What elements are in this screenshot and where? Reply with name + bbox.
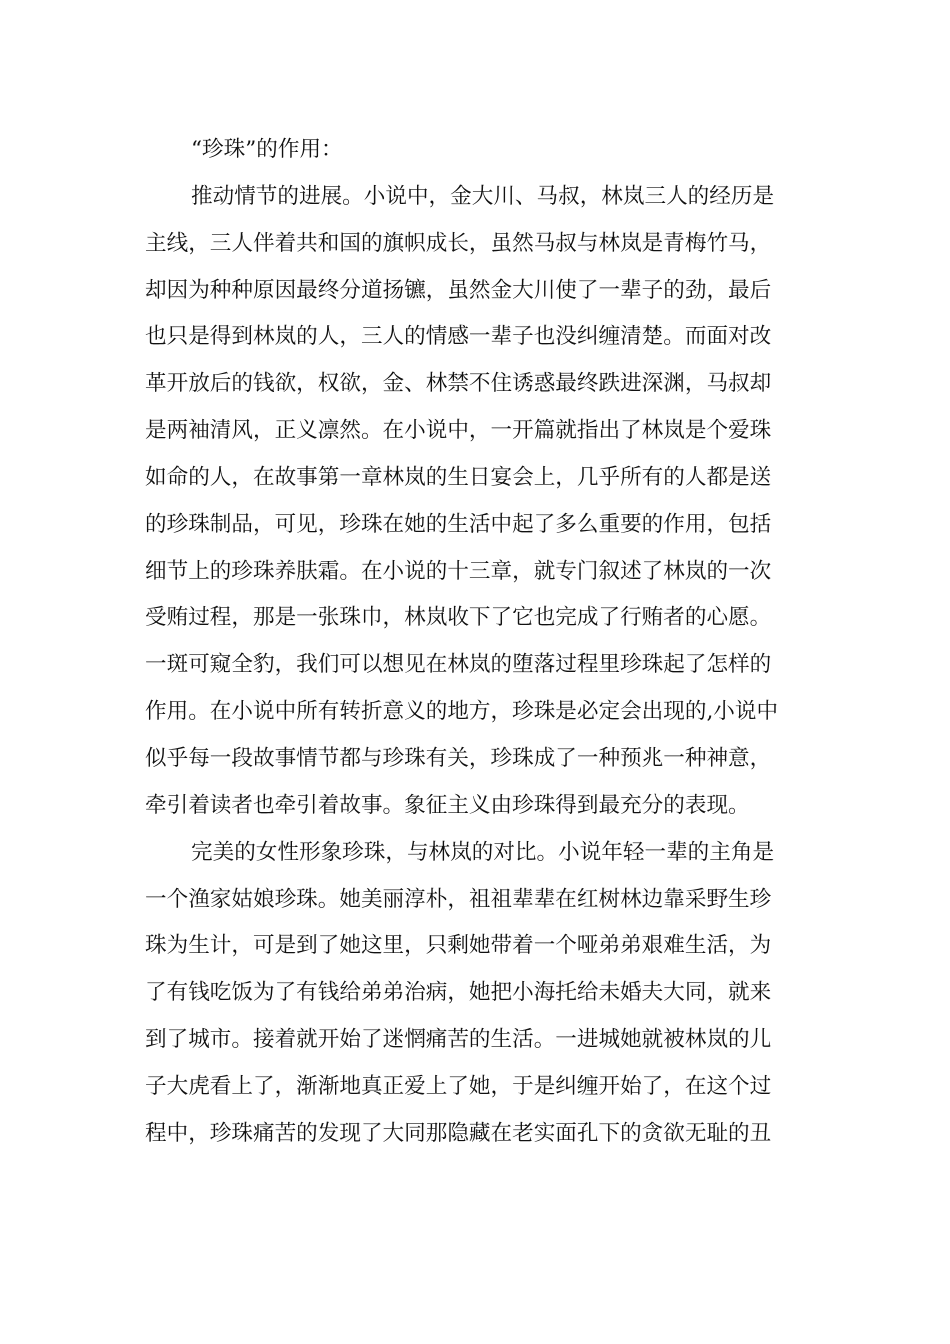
text-line: 却因为种种原因最终分道扬镳，虽然金大川使了一辈子的劲，最后	[145, 277, 772, 303]
text-line: 革开放后的钱欲，权欲，金、林禁不住诱惑最终跌进深渊，马叔却	[145, 371, 772, 397]
text-line: 细节上的珍珠养肤霜。在小说的十三章，就专门叙述了林岚的一次	[145, 558, 772, 584]
section-heading: “珍珠”的作用：	[191, 137, 343, 162]
text-line: 珠为生计，可是到了她这里，只剩她带着一个哑弟弟艰难生活，为	[145, 933, 772, 959]
document-body	[145, 127, 815, 1158]
text-line: 是两袖清风，正义凛然。在小说中，一开篇就指出了林岚是个爱珠	[145, 418, 772, 444]
text-line: 一个渔家姑娘珍珠。她美丽淳朴，祖祖辈辈在红树林边靠采野生珍	[145, 886, 772, 912]
paragraph-2	[145, 830, 815, 1158]
text-line: 推动情节的进展。小说中，金大川、马叔，林岚三人的经历是	[191, 183, 775, 209]
text-line: 也只是得到林岚的人，三人的情感一辈子也没纠缠清楚。而面对改	[145, 324, 772, 350]
text-line: 了有钱吃饭为了有钱给弟弟治病，她把小海托给未婚夫大同，就来	[145, 980, 772, 1006]
text-line: 如命的人，在故事第一章林岚的生日宴会上，几乎所有的人都是送	[145, 464, 772, 490]
text-line: 受贿过程，那是一张珠巾，林岚收下了它也完成了行贿者的心愿。	[145, 605, 772, 631]
text-line: 主线，三人伴着共和国的旗帜成长，虽然马叔与林岚是青梅竹马，	[145, 230, 772, 256]
text-line: 的珍珠制品，可见，珍珠在她的生活中起了多么重要的作用，包括	[145, 511, 772, 537]
text-line: 完美的女性形象珍珠，与林岚的对比。小说年轻一辈的主角是	[191, 839, 775, 865]
text-line: 程中，珍珠痛苦的发现了大同那隐藏在老实面孔下的贪欲无耻的丑	[145, 1120, 772, 1146]
text-line: 牵引着读者也牵引着故事。象征主义由珍珠得到最充分的表现。	[145, 792, 750, 818]
text-line: 到了城市。接着就开始了迷惘痛苦的生活。一进城她就被林岚的儿	[145, 1027, 772, 1053]
text-line: 一斑可窥全豹，我们可以想见在林岚的堕落过程里珍珠起了怎样的	[145, 652, 772, 678]
paragraph-1	[145, 174, 815, 830]
text-line: 子大虎看上了，渐渐地真正爱上了她，于是纠缠开始了，在这个过	[145, 1073, 772, 1099]
text-line: 作用。在小说中所有转折意义的地方，珍珠是必定会出现的,小说中	[145, 699, 779, 725]
text-line: 似乎每一段故事情节都与珍珠有关，珍珠成了一种预兆一种神意，	[145, 745, 772, 771]
